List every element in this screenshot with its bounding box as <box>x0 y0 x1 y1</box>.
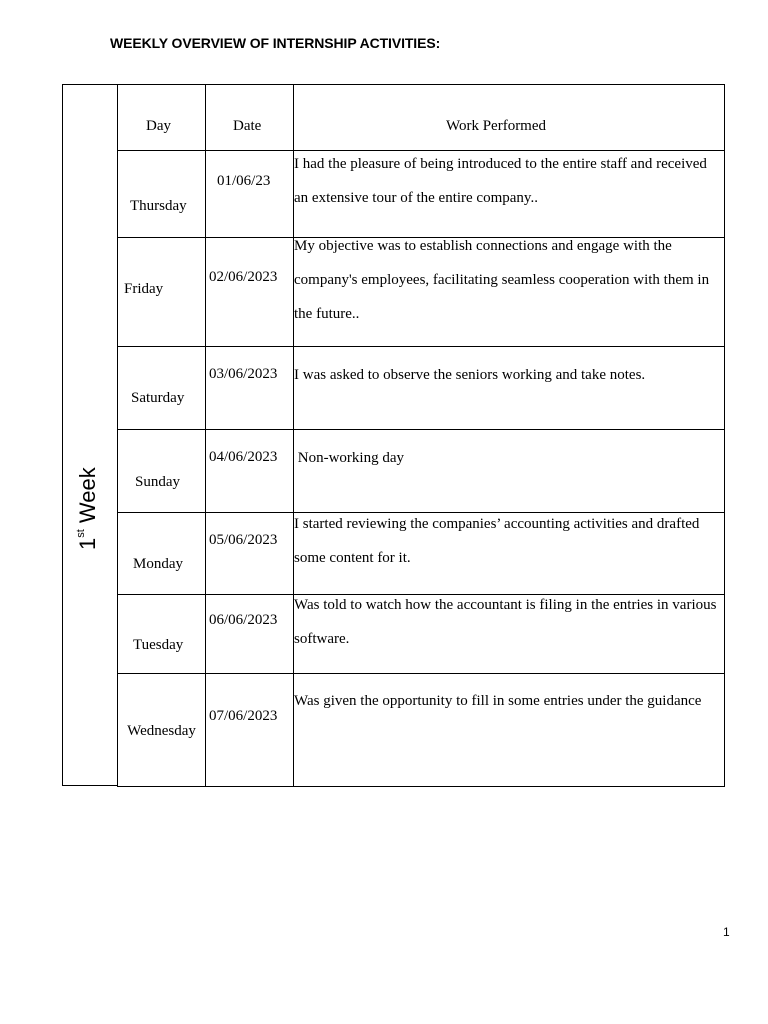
row-7-date: 07/06/2023 <box>209 708 278 724</box>
row-7-work: Was given the opportunity to fill in some entries under the guidance <box>294 693 702 709</box>
row-7-date-cell <box>205 673 294 787</box>
header-work-cell <box>293 84 725 151</box>
row-6-day-cell <box>117 594 206 674</box>
row-4-work: Non-working day <box>294 450 404 466</box>
row-1-date-cell <box>205 150 294 238</box>
row-1-work: I had the pleasure of being introduced to the entire staff and received an extensive tour of the entire company.. <box>294 156 707 206</box>
row-4-day-cell <box>117 429 206 513</box>
row-1-work-cell <box>293 150 725 238</box>
week-word: Week <box>75 467 100 524</box>
row-3-work: I was asked to observe the seniors working and take notes. <box>294 367 646 383</box>
row-7-day: Wednesday <box>127 723 196 739</box>
row-5-date: 05/06/2023 <box>209 532 278 548</box>
row-6-work: Was told to watch how the accountant is filing in the entries in various software. <box>294 597 717 647</box>
week-number: 1 <box>75 537 100 550</box>
row-5-day-cell <box>117 512 206 595</box>
week-column <box>62 84 118 786</box>
row-4-date-cell <box>205 429 294 513</box>
row-2-work: My objective was to establish connections and engage with the company's employees, facilitating seamless cooperation with them in the future.. <box>294 238 710 322</box>
row-2-date: 02/06/2023 <box>209 269 278 285</box>
row-3-date: 03/06/2023 <box>209 366 278 382</box>
header-date-cell <box>205 84 294 151</box>
row-5-work-cell <box>293 512 725 595</box>
row-5-work: I started reviewing the companies’ accounting activities and drafted some content for it. <box>294 516 700 566</box>
week-label <box>77 467 99 550</box>
row-3-day-cell <box>117 346 206 430</box>
row-4-work-cell <box>293 429 725 513</box>
row-6-day: Tuesday <box>133 637 184 653</box>
row-6-work-cell <box>293 594 725 674</box>
row-7-work-cell <box>293 673 725 787</box>
row-7-day-cell <box>117 673 206 787</box>
row-3-day: Saturday <box>131 390 185 406</box>
row-1-day-cell <box>117 150 206 238</box>
row-2-work-cell <box>293 237 725 347</box>
header-work: Work Performed <box>446 118 547 134</box>
row-6-date-cell <box>205 594 294 674</box>
page-number: 1 <box>723 925 730 939</box>
page-heading: WEEKLY OVERVIEW OF INTERNSHIP ACTIVITIES: <box>110 35 441 51</box>
row-2-day: Friday <box>124 281 164 297</box>
header-day: Day <box>146 118 171 134</box>
row-2-date-cell <box>205 237 294 347</box>
row-4-date: 04/06/2023 <box>209 449 278 465</box>
row-2-day-cell <box>117 237 206 347</box>
row-1-day: Thursday <box>130 198 187 214</box>
row-5-day: Monday <box>133 556 183 572</box>
row-4-day: Sunday <box>135 474 180 490</box>
row-6-date: 06/06/2023 <box>209 612 278 628</box>
row-5-date-cell <box>205 512 294 595</box>
header-date: Date <box>233 118 262 134</box>
row-3-work-cell <box>293 346 725 430</box>
header-day-cell <box>117 84 206 151</box>
row-3-date-cell <box>205 346 294 430</box>
row-1-date: 01/06/23 <box>217 173 271 189</box>
week-ordinal-suffix: st <box>75 529 87 538</box>
